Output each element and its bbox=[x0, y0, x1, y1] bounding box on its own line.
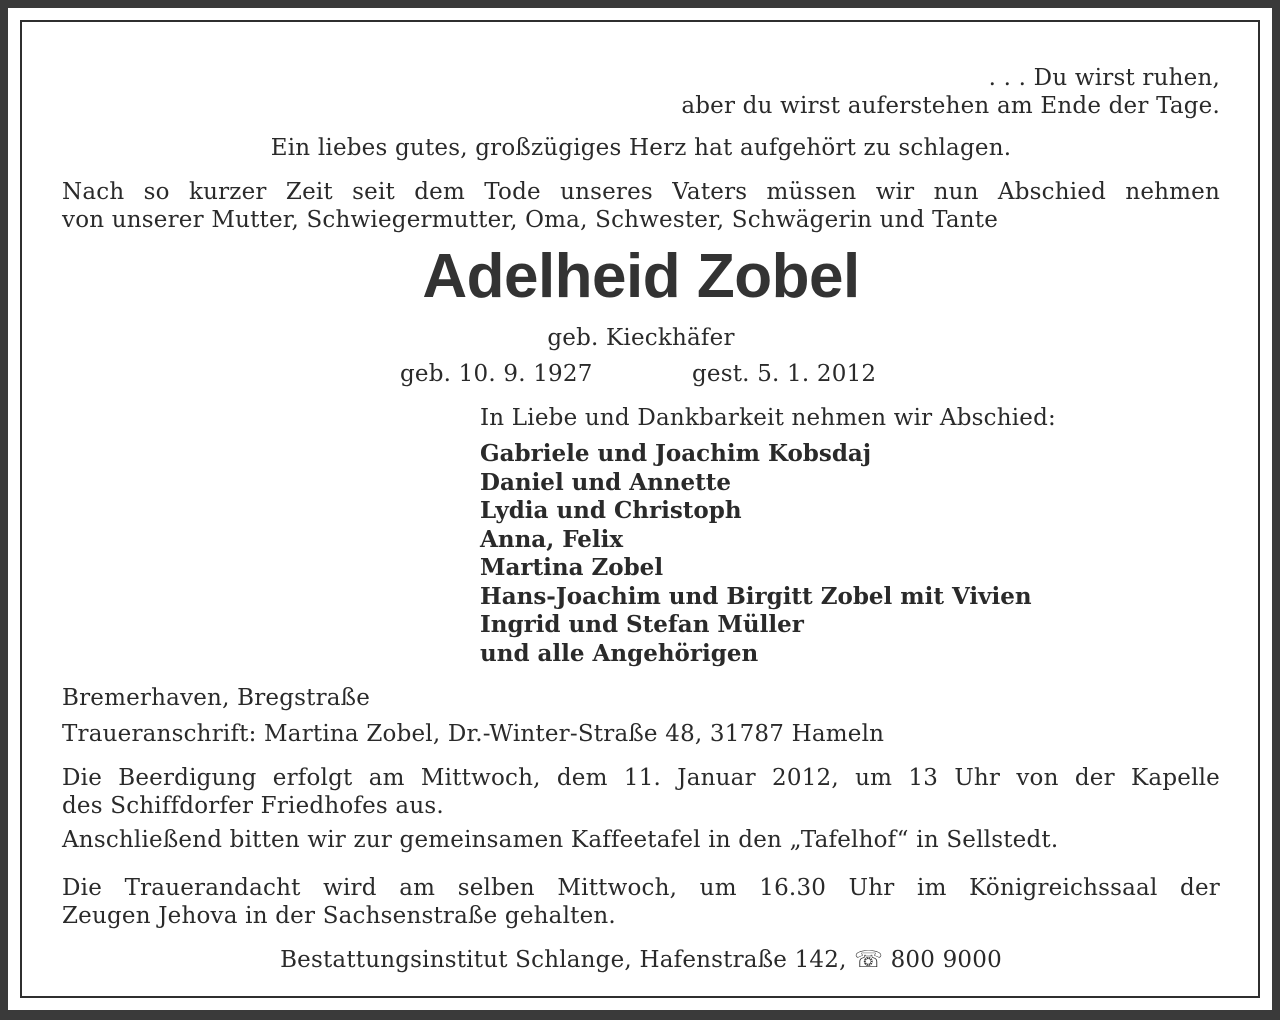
mourner-name: Hans-Joachim und Birgitt Zobel mit Vivien bbox=[480, 582, 1032, 610]
undertaker-text: Bestattungsinstitut Schlange, Hafenstraße 142, ☏ 800 9000 bbox=[280, 947, 1002, 973]
verse-line-1: . . . Du wirst ruhen, bbox=[988, 65, 1220, 91]
funeral-line-2: des Schiffdorfer Friedhofes aus. bbox=[62, 793, 444, 819]
location-text: Bremerhaven, Bregstraße bbox=[62, 685, 371, 711]
announcement-line-1: Nach so kurzer Zeit seit dem Tode unseres Vaters müssen wir nun Abschied nehmen bbox=[62, 179, 1220, 205]
death-date: gest. 5. 1. 2012 bbox=[692, 361, 877, 387]
mourner-name: Anna, Felix bbox=[480, 525, 624, 553]
intro-text: Ein liebes gutes, großzügiges Herz hat aufgehört zu schlagen. bbox=[270, 135, 1012, 161]
mourner-name: und alle Angehörigen bbox=[480, 639, 759, 667]
mourner-name: Ingrid und Stefan Müller bbox=[480, 611, 804, 638]
farewell-text: In Liebe und Dankbarkeit nehmen wir Abschied: bbox=[480, 405, 1056, 431]
mourner-name: Daniel und Annette bbox=[480, 468, 732, 496]
funeral-line-3: Anschließend bitten wir zur gemeinsamen Kaffeetafel in den „Tafelhof“ in Sellstedt. bbox=[62, 827, 1059, 853]
deceased-name: Adelheid Zobel bbox=[422, 242, 860, 311]
obituary-border bbox=[20, 20, 1260, 998]
mourner-name: Lydia und Christoph bbox=[480, 497, 742, 524]
service-line-1: Die Trauerandacht wird am selben Mittwoch, um 16.30 Uhr im Königreichssaal der bbox=[62, 875, 1220, 901]
service-line-2: Zeugen Jehova in der Sachsenstraße gehalten. bbox=[62, 903, 616, 929]
mourning-address: Traueranschrift: Martina Zobel, Dr.-Winter-Straße 48, 31787 Hameln bbox=[62, 721, 885, 747]
funeral-line-1: Die Beerdigung erfolgt am Mittwoch, dem 11. Januar 2012, um 13 Uhr von der Kapelle bbox=[62, 765, 1220, 791]
mourner-name: Gabriele und Joachim Kobsdaj bbox=[480, 440, 872, 467]
mourner-name: Martina Zobel bbox=[480, 554, 664, 581]
verse-line-2: aber du wirst auferstehen am Ende der Tage. bbox=[681, 93, 1220, 119]
birth-date: geb. 10. 9. 1927 bbox=[400, 361, 593, 387]
maiden-name: geb. Kieckhäfer bbox=[547, 325, 735, 351]
mourners-block bbox=[480, 404, 1056, 668]
obituary-frame bbox=[8, 8, 1272, 1010]
announcement-line-2: von unserer Mutter, Schwiegermutter, Oma, Schwester, Schwägerin und Tante bbox=[62, 207, 999, 233]
